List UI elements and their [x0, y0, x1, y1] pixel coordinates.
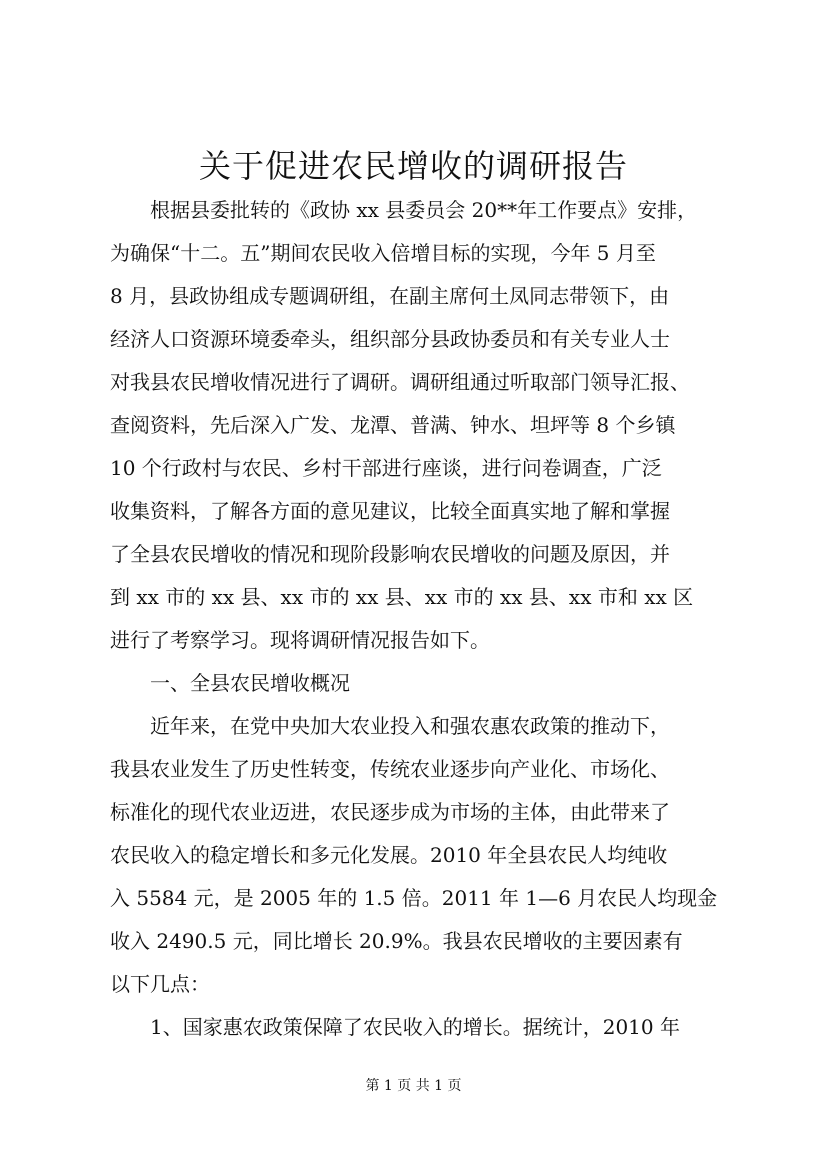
body-line: 我县农业发生了历史性转变，传统农业逐步向产业化、市场化、: [110, 757, 670, 781]
document-title: 关于促进农民增收的调研报告: [198, 147, 628, 185]
body-line: 入 5584 元，是 2005 年的 1.5 倍。2011 年 1—6 月农民人均现金: [110, 886, 718, 910]
body-line: 1、国家惠农政策保障了农民收入的增长。据统计，2010 年: [110, 1015, 680, 1039]
body-line: 到 xx 市的 xx 县、xx 市的 xx 县、xx 市的 xx 县、xx 市和 xx 区: [110, 585, 694, 609]
body-line: 8 月，县政协组成专题调研组，在副主席何土凤同志带领下，由: [110, 284, 670, 308]
body-line: 进行了考察学习。现将调研情况报告如下。: [110, 628, 490, 652]
body-line: 以下几点：: [110, 972, 210, 996]
body-line: 为确保“十二。五”期间农民收入倍增目标的实现，今年 5 月至: [110, 241, 656, 265]
body-line: 根据县委批转的《政协 xx 县委员会 20**年工作要点》安排，: [110, 198, 698, 222]
body-line: 近年来，在党中央加大农业投入和强农惠农政策的推动下，: [110, 714, 670, 738]
body-line: 标准化的现代农业迈进，农民逐步成为市场的主体，由此带来了: [110, 800, 670, 824]
body-line: 收入 2490.5 元，同比增长 20.9%。我县农民增收的主要因素有: [110, 929, 683, 953]
body-line: 了全县农民增收的情况和现阶段影响农民增收的问题及原因，并: [110, 542, 670, 566]
body-line: 查阅资料，先后深入广发、龙潭、普满、钟水、坦坪等 8 个乡镇: [110, 413, 676, 437]
body-line: 10 个行政村与农民、乡村干部进行座谈，进行问卷调查，广泛: [110, 456, 662, 480]
body-line: 对我县农民增收情况进行了调研。调研组通过听取部门领导汇报、: [110, 370, 690, 394]
body-line: 农民收入的稳定增长和多元化发展。2010 年全县农民人均纯收: [110, 843, 668, 867]
page-footer: 第 1 页 共 1 页: [365, 1078, 462, 1094]
section-heading: 一、全县农民增收概况: [110, 671, 350, 695]
body-line: 经济人口资源环境委牵头，组织部分县政协委员和有关专业人士: [110, 327, 670, 351]
body-line: 收集资料，了解各方面的意见建议，比较全面真实地了解和掌握: [110, 499, 670, 523]
